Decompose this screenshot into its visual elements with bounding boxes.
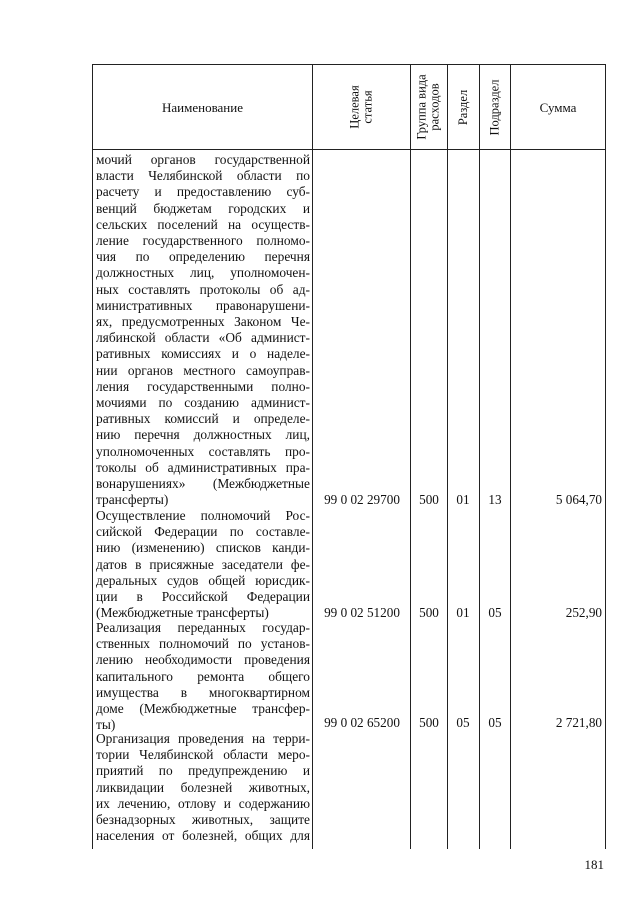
col-border-left xyxy=(92,64,93,849)
table-cell-target-article: 99 0 02 65200 xyxy=(324,715,400,730)
table-row-name: мочий органов государственной власти Челябинской области по расчету и предоставлению суб- венций бюджетам городских и сельских поселений на осуществ- ление государственного полномо- чия по определению перечня должностных лиц, уполномочен- ных составлять протоколы об ад- министративных правонарушени- ях, предусмотренных Законом Че- лябинской области «Об админист- ративных комиссиях и о наделе- нии органов местного самоуправ- ления государственными полно- мочиями по созданию админист- ративных комиссий и определе- нию перечня должностных лиц, уполномоченных составлять про- токолы об административных пра- вонарушениях» (Межбюджетные трансферты) xyxy=(96,152,310,508)
header-section: Раздел xyxy=(456,89,471,125)
header-subsection: Подраздел xyxy=(487,79,502,135)
header-group-cell xyxy=(411,65,447,149)
header-target-cell xyxy=(313,65,410,149)
header-bottom-border xyxy=(92,149,606,150)
header-sum-cell xyxy=(511,65,605,149)
col-border-subsection xyxy=(510,64,511,849)
table-cell-target-article: 99 0 02 51200 xyxy=(324,605,400,620)
table-cell-expense-group: 500 xyxy=(419,715,439,730)
header-target-article: Целевая статья xyxy=(347,85,375,129)
col-border-section xyxy=(479,64,480,849)
header-name: Наименование xyxy=(162,99,243,115)
table-cell-expense-group: 500 xyxy=(419,492,439,507)
col-border-name xyxy=(312,64,313,849)
table-cell-section: 01 xyxy=(456,605,470,620)
table-cell-sum: 2 721,80 xyxy=(555,715,602,730)
table-cell-sum: 5 064,70 xyxy=(555,492,602,507)
col-border-group xyxy=(447,64,448,849)
table-cell-subsection: 05 xyxy=(488,715,502,730)
header-name-cell xyxy=(93,65,312,149)
table-cell-section: 05 xyxy=(456,715,470,730)
page-number: 181 xyxy=(584,857,604,872)
table-cell-expense-group: 500 xyxy=(419,605,439,620)
table-cell-section: 01 xyxy=(456,492,470,507)
table-cell-target-article: 99 0 02 29700 xyxy=(324,492,400,507)
table-cell-subsection: 05 xyxy=(488,605,502,620)
table-row-name: Реализация переданных государ- ственных полномочий по установ- лению необходимости проведения капитального ремонта общего имущества в многоквартирном доме (Межбюджетные трансфер- ты) xyxy=(96,620,310,733)
col-border-target xyxy=(410,64,411,849)
col-border-right xyxy=(605,64,606,849)
table-cell-subsection: 13 xyxy=(488,492,502,507)
table-row-name: Осуществление полномочий Рос- сийской Федерации по составле- нию (изменению) списков канди- датов в присяжные заседатели фе- деральных судов общей юрисдик- ции в Российской Федерации (Межбюджетные трансферты) xyxy=(96,508,310,621)
table-cell-sum: 252,90 xyxy=(565,605,602,620)
header-expense-group: Группа вида расходов xyxy=(415,74,443,140)
header-subsection-cell xyxy=(480,65,510,149)
header-section-cell xyxy=(448,65,479,149)
table-row-name: Организация проведения на терри- тории Челябинской области меро- приятий по предупреждению и ликвидации болезней животных, их лечению, отлову и содержанию безнадзорных животных, защите населения от болезней, общих для xyxy=(96,731,310,844)
header-sum: Сумма xyxy=(539,99,577,115)
